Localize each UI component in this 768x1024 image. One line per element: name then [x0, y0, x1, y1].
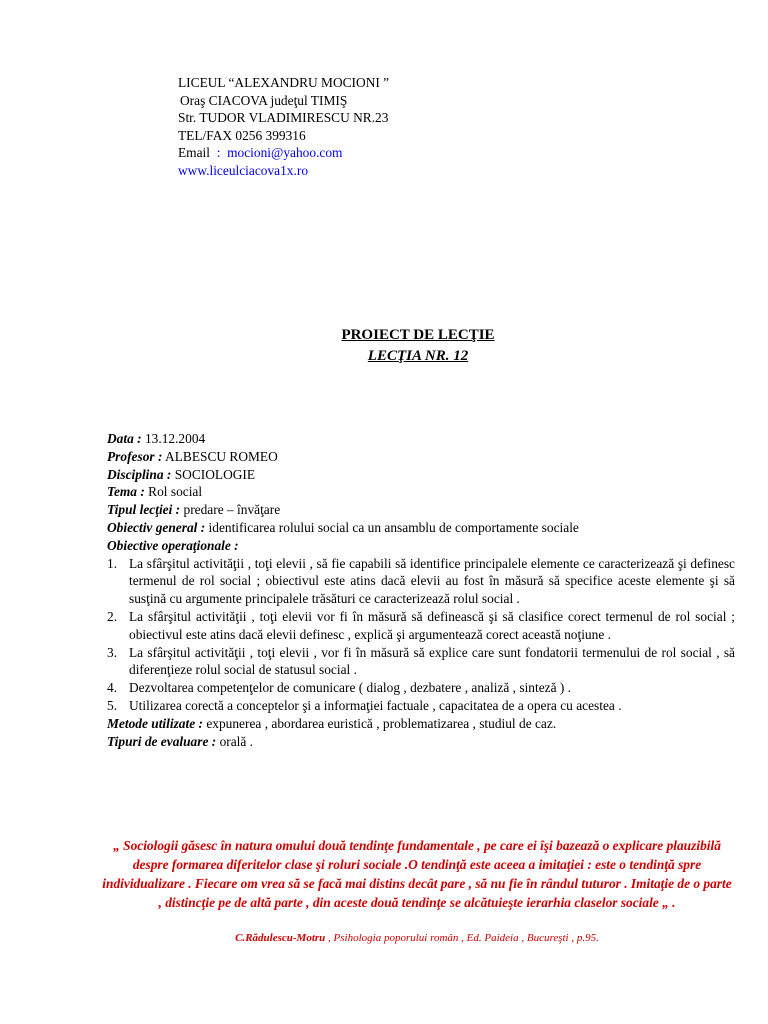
objective-number: 3.: [107, 644, 118, 660]
list-item: [107, 679, 735, 697]
objective-number: 4.: [107, 680, 118, 696]
lesson-type-row: [107, 501, 735, 519]
school-website-line: [178, 162, 389, 180]
lesson-info: [107, 430, 735, 750]
discipline-value: SOCIOLOGIE: [174, 466, 256, 482]
teacher-value: ALBESCU ROMEO: [165, 448, 278, 464]
objective-text: La sfârşitul activităţii , toţi elevii , să fie capabili să identifice principalele elemente ce caracterizează şi definesc termenul de rol social ; obiectivul este atins dacă elevii au fost în măsură să specifice aceste elemente şi să susţină cu argumente principalele trăsături ce caracterizează rolul social .: [129, 555, 735, 607]
project-title: PROIECT DE LECŢIE: [341, 327, 495, 343]
date-label: Data :: [107, 431, 142, 446]
operational-objectives-row: [107, 537, 735, 555]
lesson-type-label: Tipul lecţiei :: [107, 502, 181, 518]
school-street: Str. TUDOR VLADIMIRESCU NR.23: [178, 110, 389, 125]
general-objective-label: Obiectiv general :: [107, 519, 206, 535]
discipline-label: Disciplina :: [107, 466, 172, 482]
list-item: [107, 555, 735, 608]
lesson-number-title: LECŢIA NR. 12: [367, 348, 469, 364]
lesson-titles: [0, 325, 768, 367]
objective-text: Utilizarea corectă a conceptelor şi a informaţiei factuale , capacitatea de a opera cu acestea .: [129, 697, 622, 713]
school-town: Oraş CIACOVA judeţul TIMIŞ: [180, 92, 348, 108]
list-item: [107, 644, 735, 680]
list-item: [107, 697, 735, 715]
teacher-label: Profesor :: [107, 448, 163, 464]
topic-label: Tema :: [107, 484, 145, 500]
discipline-row: [107, 466, 735, 484]
objectives-list: [107, 555, 735, 715]
methods-row: [107, 715, 735, 733]
general-objective-row: [107, 519, 735, 537]
date-value: 13.12.2004: [144, 431, 206, 446]
evaluation-label: Tipuri de evaluare :: [107, 733, 217, 749]
general-objective-value: identificarea rolului social ca un ansamblu de comportamente sociale: [208, 519, 579, 535]
email-link[interactable]: mocioni@yahoo.com: [227, 145, 343, 160]
list-item: [107, 608, 735, 644]
methods-label: Metode utilizate :: [107, 715, 203, 731]
school-name: LICEUL “ALEXANDRU MOCIONI ”: [178, 75, 390, 90]
quote-reference: , Psihologia poporului român , Ed. Paideia , Bucureşti , p.95.: [325, 932, 599, 944]
operational-objectives-label: Obiective operaţionale :: [107, 537, 239, 553]
objective-text: Dezvoltarea competenţelor de comunicare ( dialog , dezbatere , analiză , sinteză ) .: [129, 680, 572, 696]
school-email-line: [178, 144, 389, 162]
quote-author: C.Rădulescu-Motru: [235, 932, 326, 944]
objective-number: 1.: [107, 555, 118, 571]
objective-text: La sfârşitul activităţii , toţi elevii , vor fi în măsură să explice care sunt fondatorii termenului de rol social , să diferenţieze rolul social de statusul social .: [129, 644, 735, 678]
topic-value: Rol social: [148, 484, 203, 500]
email-label: Email: [178, 145, 210, 160]
objective-number: 5.: [107, 697, 118, 713]
lesson-type-value: predare – învăţare: [183, 502, 281, 518]
date-row: [107, 430, 735, 448]
topic-row: [107, 483, 735, 501]
website-link[interactable]: www.liceulciacova1x.ro: [178, 162, 309, 178]
teacher-row: [107, 448, 735, 466]
methods-value: expunerea , abordarea euristică , problematizarea , studiul de caz.: [206, 715, 557, 731]
objective-number: 2.: [107, 608, 118, 624]
sociology-quote: „ Sociologii găsesc în natura omului două tendinţe fundamentale , pe care ei îşi bazează o explicare plauzibilă despre formarea diferitelor clase şi roluri sociale .O tendinţă este aceea a imitaţiei : este o tendinţă spre individualizare . Fiecare om vrea să se facă mai distins decât pare , să nu fie în rândul tuturor . Imitaţie de o parte , distincţie pe de altă parte , din aceste două tendinţe se alcătuieşte ierarhia claselor sociale „ .: [102, 838, 732, 910]
email-colon: :: [216, 145, 221, 160]
objective-text: La sfârşitul activităţii , toţi elevii vor fi în măsură să definească şi să clasifice corect termenul de rol social ; obiectivul este atins dacă elevii definesc , explică şi argumentează corect această noţiune .: [129, 608, 735, 642]
evaluation-row: [107, 733, 735, 751]
quote-source: [100, 931, 734, 945]
evaluation-value: orală .: [219, 733, 254, 749]
school-phone: TEL/FAX 0256 399316: [178, 127, 306, 143]
school-header: [178, 74, 389, 179]
